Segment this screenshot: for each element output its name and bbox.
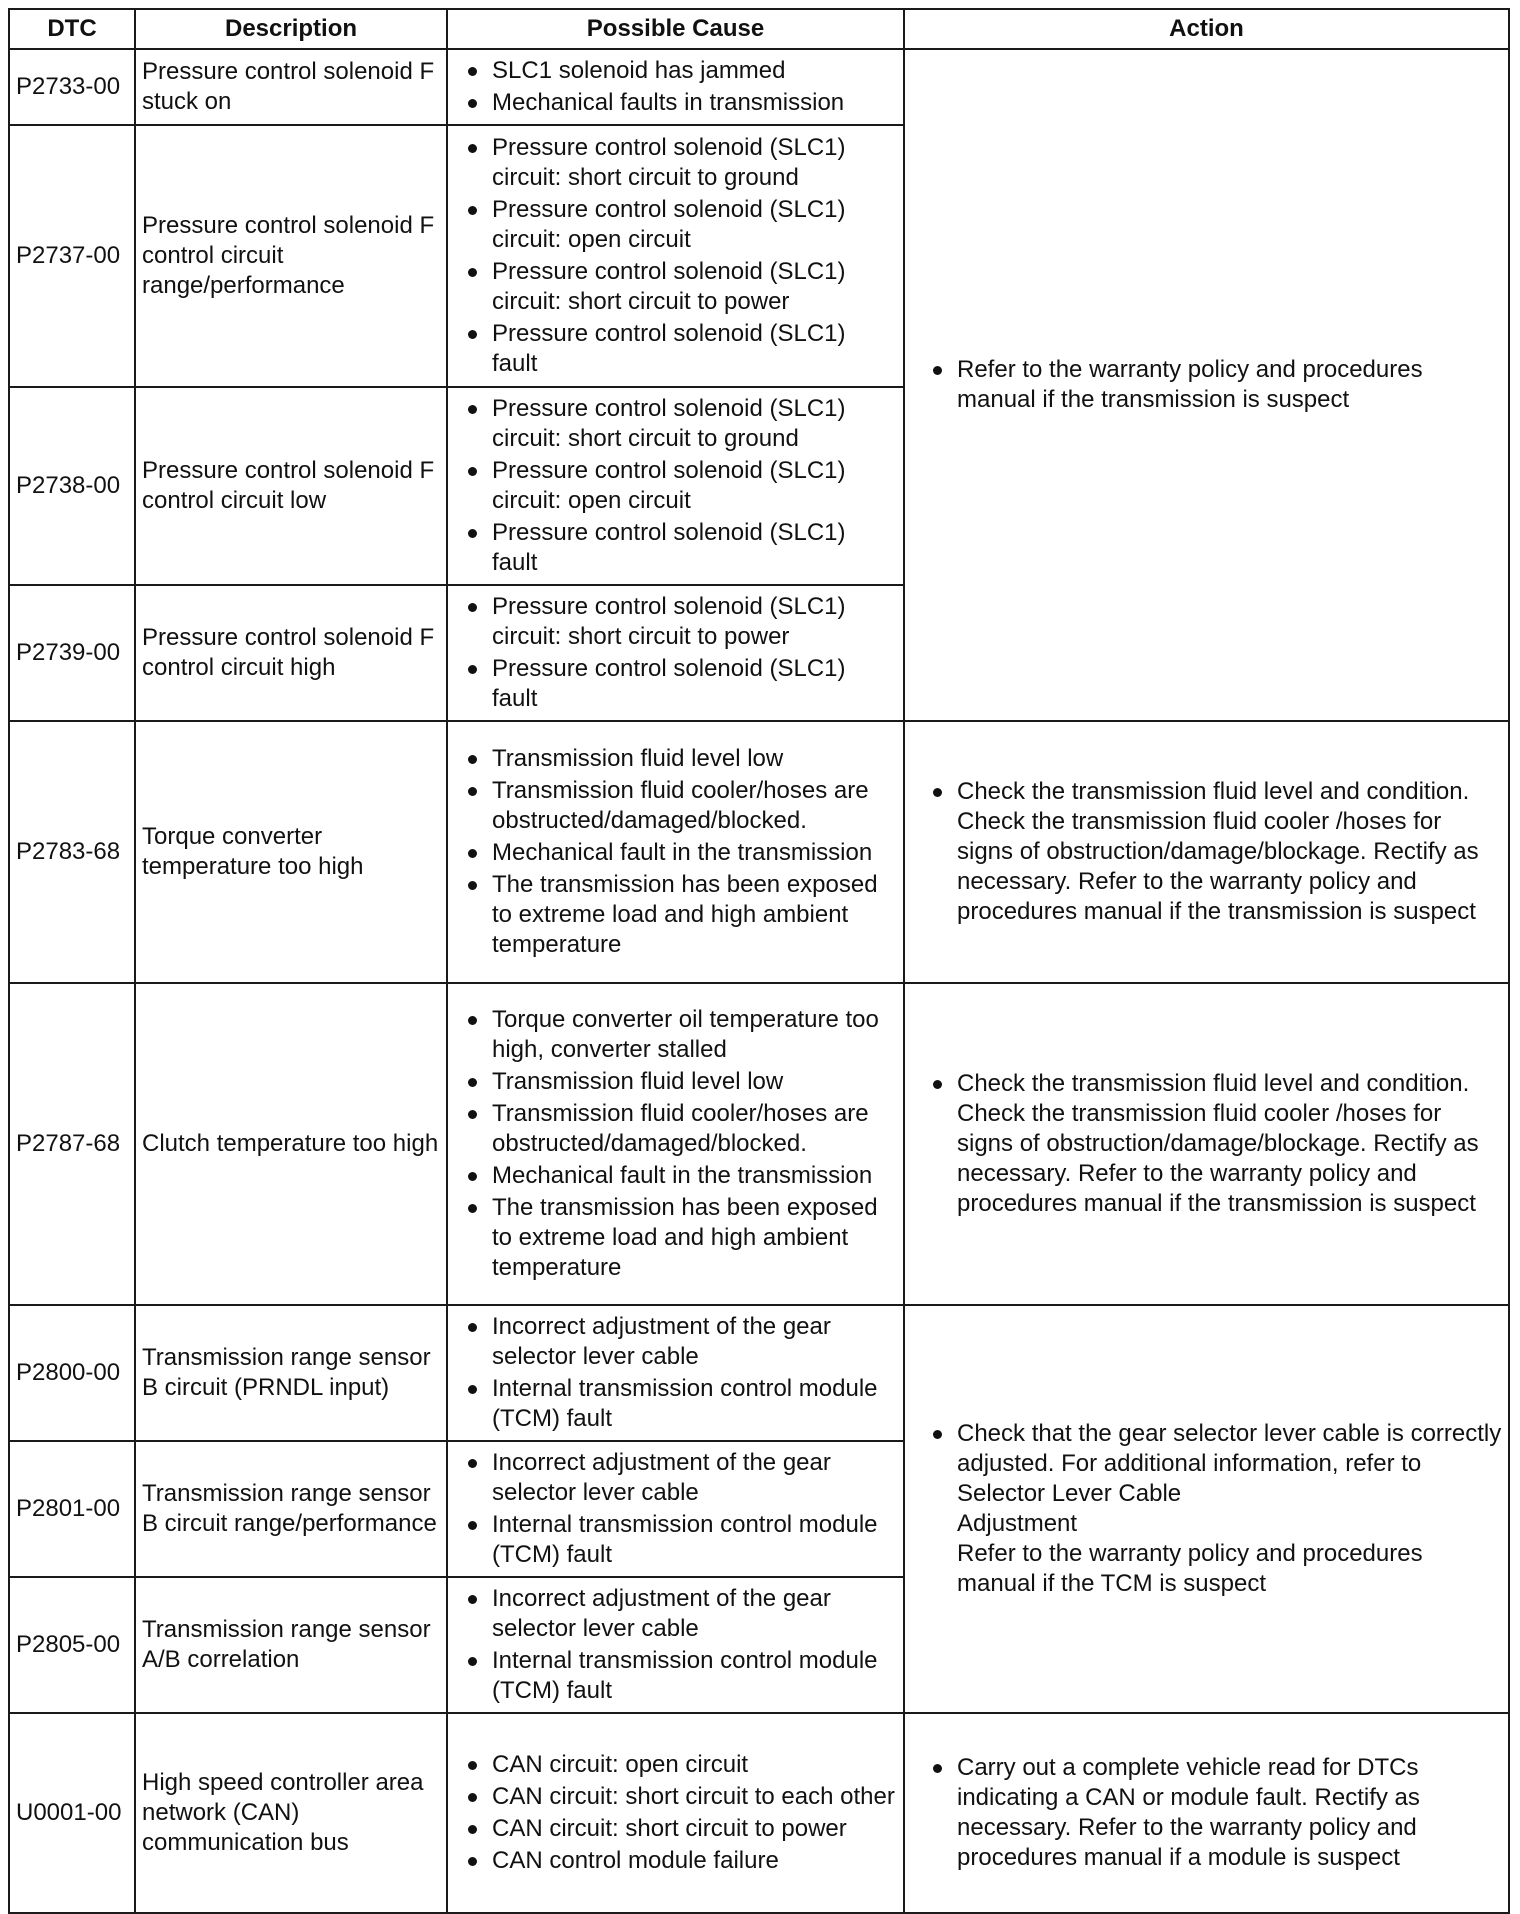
dtc-code: P2738-00 (9, 387, 135, 585)
dtc-description: Transmission range sensor A/B correlation (135, 1577, 447, 1713)
dtc-code: P2787-68 (9, 983, 135, 1305)
dtc-code: P2733-00 (9, 49, 135, 125)
action-item: Carry out a complete vehicle read for DTCs indicating a CAN or module fault. Rectify as necessary. Refer to the warranty policy and procedures manual if a module is suspect (919, 1753, 1502, 1873)
table-row (9, 49, 1509, 125)
possible-cause (447, 585, 904, 721)
possible-cause (447, 387, 904, 585)
possible-cause (447, 125, 904, 387)
cause-item: Internal transmission control module (TCM) fault (454, 1374, 897, 1434)
cause-item: Incorrect adjustment of the gear selector lever cable (454, 1584, 897, 1644)
possible-cause (447, 1441, 904, 1577)
cause-item: Pressure control solenoid (SLC1) fault (454, 319, 897, 379)
action-line: Refer to the warranty policy and procedures manual if the TCM is suspect (957, 1540, 1423, 1597)
cause-item: Incorrect adjustment of the gear selector lever cable (454, 1448, 897, 1508)
dtc-code: P2783-68 (9, 721, 135, 983)
cause-item: CAN circuit: short circuit to power (454, 1814, 897, 1844)
action-item: Check the transmission fluid level and condition. Check the transmission fluid cooler /hoses for signs of obstruction/damage/blockage. Rectify as necessary. Refer to the warranty policy and procedures manual if the transmission is suspect (919, 777, 1502, 927)
cause-item: Transmission fluid cooler/hoses are obstructed/damaged/blocked. (454, 776, 897, 836)
cause-item: Transmission fluid level low (454, 744, 897, 774)
possible-cause (447, 1577, 904, 1713)
header-description: Description (135, 9, 447, 49)
dtc-code: P2801-00 (9, 1441, 135, 1577)
dtc-description: Torque converter temperature too high (135, 721, 447, 983)
cause-item: Mechanical faults in transmission (454, 88, 897, 118)
dtc-description: Clutch temperature too high (135, 983, 447, 1305)
action-line: Adjustment (957, 1510, 1078, 1537)
dtc-code: U0001-00 (9, 1713, 135, 1913)
table-row (9, 1713, 1509, 1913)
action-item: Refer to the warranty policy and procedures manual if the transmission is suspect (919, 355, 1502, 415)
dtc-code: P2805-00 (9, 1577, 135, 1713)
cause-item: Mechanical fault in the transmission (454, 838, 897, 868)
dtc-description: Pressure control solenoid F stuck on (135, 49, 447, 125)
header-row (9, 9, 1509, 49)
action-item (919, 1419, 1502, 1599)
dtc-description: High speed controller area network (CAN) communication bus (135, 1713, 447, 1913)
cause-item: Mechanical fault in the transmission (454, 1161, 897, 1191)
dtc-code: P2739-00 (9, 585, 135, 721)
header-dtc: DTC (9, 9, 135, 49)
dtc-description: Pressure control solenoid F control circuit range/performance (135, 125, 447, 387)
cause-item: SLC1 solenoid has jammed (454, 56, 897, 86)
cause-item: Internal transmission control module (TCM) fault (454, 1510, 897, 1570)
cause-item: Pressure control solenoid (SLC1) circuit: open circuit (454, 456, 897, 516)
dtc-description: Transmission range sensor B circuit range/performance (135, 1441, 447, 1577)
cause-item: Pressure control solenoid (SLC1) circuit: short circuit to power (454, 592, 897, 652)
cause-item: Pressure control solenoid (SLC1) circuit: short circuit to ground (454, 133, 897, 193)
cause-item: Pressure control solenoid (SLC1) circuit: short circuit to ground (454, 394, 897, 454)
cause-item: Torque converter oil temperature too high, converter stalled (454, 1005, 897, 1065)
dtc-code: P2737-00 (9, 125, 135, 387)
cause-item: Internal transmission control module (TCM) fault (454, 1646, 897, 1706)
cause-item: Transmission fluid level low (454, 1067, 897, 1097)
cause-item: CAN control module failure (454, 1846, 897, 1876)
cause-item: The transmission has been exposed to extreme load and high ambient temperature (454, 1193, 897, 1283)
header-possible-cause: Possible Cause (447, 9, 904, 49)
possible-cause (447, 49, 904, 125)
action-item: Check the transmission fluid level and condition. Check the transmission fluid cooler /hoses for signs of obstruction/damage/blockage. Rectify as necessary. Refer to the warranty policy and procedures manual if the transmission is suspect (919, 1069, 1502, 1219)
table-row (9, 721, 1509, 983)
possible-cause (447, 721, 904, 983)
action-cell (904, 721, 1509, 983)
action-cell (904, 1713, 1509, 1913)
dtc-code: P2800-00 (9, 1305, 135, 1441)
cause-item: Transmission fluid cooler/hoses are obstructed/damaged/blocked. (454, 1099, 897, 1159)
dtc-table (8, 8, 1510, 1914)
dtc-table-page (8, 8, 1508, 1874)
header-action: Action (904, 9, 1509, 49)
cause-item: The transmission has been exposed to extreme load and high ambient temperature (454, 870, 897, 960)
action-cell (904, 1305, 1509, 1713)
cause-item: CAN circuit: short circuit to each other (454, 1782, 897, 1812)
cause-item: Pressure control solenoid (SLC1) fault (454, 654, 897, 714)
cause-item: Pressure control solenoid (SLC1) circuit: short circuit to power (454, 257, 897, 317)
table-row (9, 983, 1509, 1305)
dtc-description: Pressure control solenoid F control circuit low (135, 387, 447, 585)
cause-item: Pressure control solenoid (SLC1) fault (454, 518, 897, 578)
action-line: Check that the gear selector lever cable is correctly adjusted. For additional information, refer to Selector Lever Cable (957, 1420, 1502, 1507)
action-cell (904, 49, 1509, 721)
action-cell (904, 983, 1509, 1305)
dtc-description: Transmission range sensor B circuit (PRNDL input) (135, 1305, 447, 1441)
possible-cause (447, 1713, 904, 1913)
cause-item: CAN circuit: open circuit (454, 1750, 897, 1780)
dtc-description: Pressure control solenoid F control circuit high (135, 585, 447, 721)
possible-cause (447, 983, 904, 1305)
cause-item: Pressure control solenoid (SLC1) circuit: open circuit (454, 195, 897, 255)
possible-cause (447, 1305, 904, 1441)
table-row (9, 1305, 1509, 1441)
cause-item: Incorrect adjustment of the gear selector lever cable (454, 1312, 897, 1372)
